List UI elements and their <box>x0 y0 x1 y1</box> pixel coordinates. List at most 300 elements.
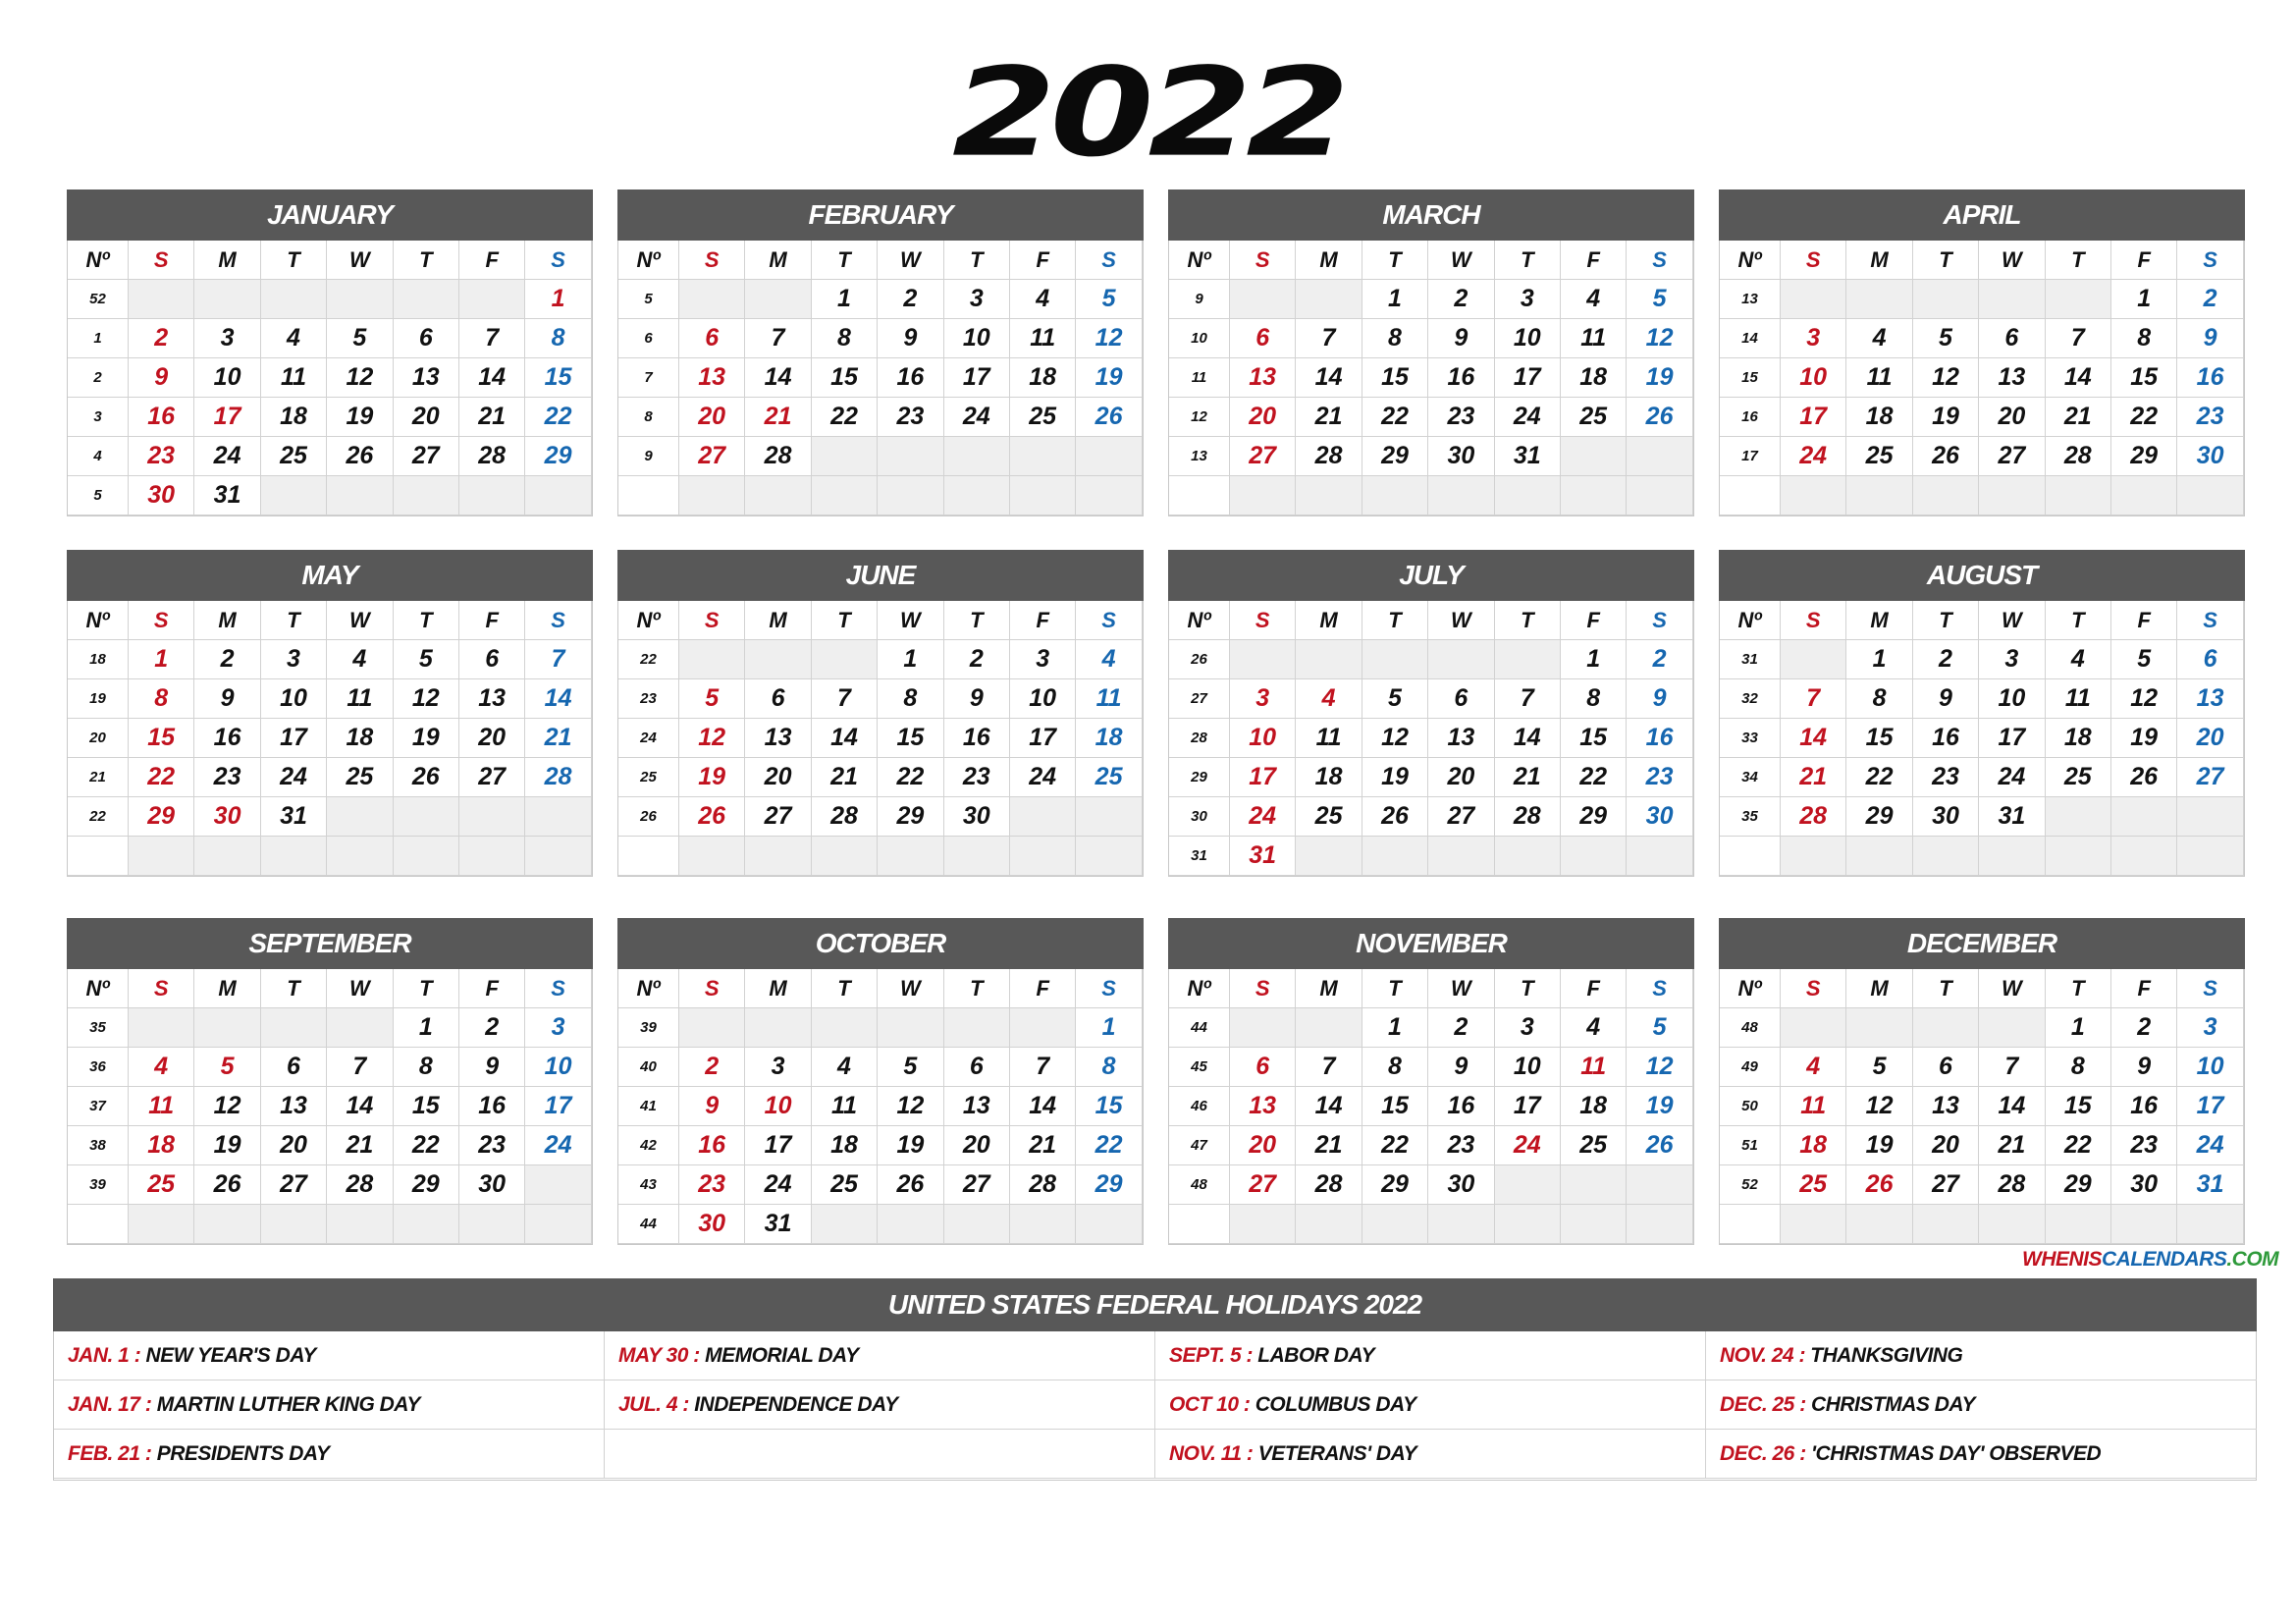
day-cell[interactable]: 30 <box>944 797 1010 837</box>
day-cell[interactable]: 27 <box>679 437 745 476</box>
day-cell[interactable]: 11 <box>1010 319 1076 358</box>
day-cell[interactable]: 25 <box>1561 398 1627 437</box>
day-cell[interactable]: 28 <box>812 797 878 837</box>
day-cell[interactable]: 13 <box>1979 358 2045 398</box>
day-cell[interactable]: 5 <box>2111 640 2177 679</box>
day-cell[interactable]: 2 <box>878 280 943 319</box>
day-cell[interactable]: 11 <box>1846 358 1912 398</box>
day-cell[interactable]: 30 <box>1913 797 1979 837</box>
day-cell[interactable]: 17 <box>1495 358 1561 398</box>
day-cell[interactable]: 7 <box>1781 679 1846 719</box>
day-cell[interactable]: 11 <box>129 1087 194 1126</box>
day-cell[interactable]: 20 <box>1428 758 1494 797</box>
day-cell[interactable]: 21 <box>1296 1126 1362 1165</box>
day-cell[interactable]: 23 <box>459 1126 525 1165</box>
day-cell[interactable]: 21 <box>1495 758 1561 797</box>
day-cell[interactable]: 12 <box>2111 679 2177 719</box>
day-cell[interactable]: 21 <box>745 398 811 437</box>
day-cell[interactable]: 18 <box>129 1126 194 1165</box>
brand-logo[interactable] <box>2022 1245 2279 1274</box>
day-cell[interactable]: 13 <box>1913 1087 1979 1126</box>
day-cell[interactable]: 9 <box>1913 679 1979 719</box>
day-cell[interactable]: 16 <box>1428 1087 1494 1126</box>
day-cell[interactable]: 24 <box>944 398 1010 437</box>
day-cell[interactable]: 31 <box>1495 437 1561 476</box>
day-cell[interactable]: 7 <box>812 679 878 719</box>
day-cell[interactable]: 29 <box>1362 437 1428 476</box>
day-cell[interactable]: 31 <box>1979 797 2045 837</box>
day-cell[interactable]: 31 <box>1230 837 1296 876</box>
day-cell[interactable]: 1 <box>1076 1008 1142 1048</box>
day-cell[interactable]: 6 <box>394 319 459 358</box>
day-cell[interactable]: 4 <box>261 319 327 358</box>
day-cell[interactable]: 8 <box>878 679 943 719</box>
day-cell[interactable]: 21 <box>1296 398 1362 437</box>
day-cell[interactable]: 18 <box>327 719 393 758</box>
day-cell[interactable]: 9 <box>878 319 943 358</box>
day-cell[interactable]: 14 <box>459 358 525 398</box>
day-cell[interactable]: 29 <box>2111 437 2177 476</box>
day-cell[interactable]: 3 <box>194 319 260 358</box>
day-cell[interactable]: 7 <box>525 640 591 679</box>
day-cell[interactable]: 21 <box>459 398 525 437</box>
day-cell[interactable]: 22 <box>2111 398 2177 437</box>
day-cell[interactable]: 8 <box>1076 1048 1142 1087</box>
day-cell[interactable]: 26 <box>1846 1165 1912 1205</box>
day-cell[interactable]: 22 <box>878 758 943 797</box>
day-cell[interactable]: 5 <box>1627 280 1692 319</box>
day-cell[interactable]: 11 <box>1076 679 1142 719</box>
day-cell[interactable]: 15 <box>1076 1087 1142 1126</box>
day-cell[interactable]: 17 <box>1781 398 1846 437</box>
day-cell[interactable]: 12 <box>1076 319 1142 358</box>
day-cell[interactable]: 29 <box>1076 1165 1142 1205</box>
day-cell[interactable]: 6 <box>459 640 525 679</box>
day-cell[interactable]: 26 <box>1627 1126 1692 1165</box>
day-cell[interactable]: 25 <box>261 437 327 476</box>
day-cell[interactable]: 5 <box>679 679 745 719</box>
day-cell[interactable]: 8 <box>1362 1048 1428 1087</box>
day-cell[interactable]: 14 <box>1010 1087 1076 1126</box>
day-cell[interactable]: 13 <box>1230 358 1296 398</box>
day-cell[interactable]: 23 <box>1913 758 1979 797</box>
day-cell[interactable]: 1 <box>878 640 943 679</box>
day-cell[interactable]: 26 <box>1627 398 1692 437</box>
day-cell[interactable]: 30 <box>1627 797 1692 837</box>
day-cell[interactable]: 1 <box>812 280 878 319</box>
day-cell[interactable]: 17 <box>944 358 1010 398</box>
day-cell[interactable]: 12 <box>1627 319 1692 358</box>
day-cell[interactable]: 19 <box>327 398 393 437</box>
day-cell[interactable]: 31 <box>745 1205 811 1244</box>
day-cell[interactable]: 29 <box>1561 797 1627 837</box>
day-cell[interactable]: 25 <box>1076 758 1142 797</box>
day-cell[interactable]: 10 <box>1495 319 1561 358</box>
day-cell[interactable]: 18 <box>812 1126 878 1165</box>
day-cell[interactable]: 2 <box>2111 1008 2177 1048</box>
day-cell[interactable]: 8 <box>1846 679 1912 719</box>
day-cell[interactable]: 4 <box>812 1048 878 1087</box>
day-cell[interactable]: 27 <box>1913 1165 1979 1205</box>
day-cell[interactable]: 24 <box>1230 797 1296 837</box>
day-cell[interactable]: 5 <box>1846 1048 1912 1087</box>
day-cell[interactable]: 19 <box>1627 1087 1692 1126</box>
day-cell[interactable]: 12 <box>1627 1048 1692 1087</box>
day-cell[interactable]: 27 <box>459 758 525 797</box>
day-cell[interactable]: 27 <box>1979 437 2045 476</box>
day-cell[interactable]: 23 <box>2177 398 2243 437</box>
day-cell[interactable]: 28 <box>1781 797 1846 837</box>
day-cell[interactable]: 22 <box>394 1126 459 1165</box>
day-cell[interactable]: 16 <box>1627 719 1692 758</box>
day-cell[interactable]: 2 <box>1428 1008 1494 1048</box>
day-cell[interactable]: 22 <box>1362 398 1428 437</box>
day-cell[interactable]: 5 <box>394 640 459 679</box>
day-cell[interactable]: 10 <box>745 1087 811 1126</box>
day-cell[interactable]: 7 <box>1979 1048 2045 1087</box>
day-cell[interactable]: 10 <box>1495 1048 1561 1087</box>
day-cell[interactable]: 1 <box>1561 640 1627 679</box>
day-cell[interactable]: 5 <box>1076 280 1142 319</box>
day-cell[interactable]: 8 <box>1362 319 1428 358</box>
day-cell[interactable]: 23 <box>1627 758 1692 797</box>
day-cell[interactable]: 21 <box>1781 758 1846 797</box>
day-cell[interactable]: 12 <box>1846 1087 1912 1126</box>
day-cell[interactable]: 14 <box>1979 1087 2045 1126</box>
day-cell[interactable]: 10 <box>194 358 260 398</box>
day-cell[interactable]: 7 <box>327 1048 393 1087</box>
day-cell[interactable]: 20 <box>745 758 811 797</box>
day-cell[interactable]: 3 <box>1495 280 1561 319</box>
day-cell[interactable]: 8 <box>2111 319 2177 358</box>
day-cell[interactable]: 18 <box>1010 358 1076 398</box>
day-cell[interactable]: 7 <box>1010 1048 1076 1087</box>
day-cell[interactable]: 19 <box>1913 398 1979 437</box>
day-cell[interactable]: 19 <box>394 719 459 758</box>
day-cell[interactable]: 25 <box>1296 797 1362 837</box>
day-cell[interactable]: 14 <box>2046 358 2111 398</box>
day-cell[interactable]: 12 <box>1913 358 1979 398</box>
day-cell[interactable]: 1 <box>1362 280 1428 319</box>
day-cell[interactable]: 29 <box>1846 797 1912 837</box>
day-cell[interactable]: 7 <box>1296 1048 1362 1087</box>
day-cell[interactable]: 10 <box>944 319 1010 358</box>
day-cell[interactable]: 1 <box>394 1008 459 1048</box>
day-cell[interactable]: 29 <box>878 797 943 837</box>
day-cell[interactable]: 6 <box>1913 1048 1979 1087</box>
day-cell[interactable]: 24 <box>1495 1126 1561 1165</box>
day-cell[interactable]: 28 <box>525 758 591 797</box>
day-cell[interactable]: 1 <box>1846 640 1912 679</box>
day-cell[interactable]: 8 <box>1561 679 1627 719</box>
day-cell[interactable]: 1 <box>2111 280 2177 319</box>
day-cell[interactable]: 15 <box>2111 358 2177 398</box>
day-cell[interactable]: 20 <box>261 1126 327 1165</box>
day-cell[interactable]: 9 <box>2177 319 2243 358</box>
day-cell[interactable]: 29 <box>394 1165 459 1205</box>
day-cell[interactable]: 16 <box>129 398 194 437</box>
day-cell[interactable]: 29 <box>129 797 194 837</box>
day-cell[interactable]: 22 <box>129 758 194 797</box>
day-cell[interactable]: 20 <box>394 398 459 437</box>
day-cell[interactable]: 20 <box>1230 1126 1296 1165</box>
day-cell[interactable]: 9 <box>459 1048 525 1087</box>
day-cell[interactable]: 16 <box>2111 1087 2177 1126</box>
day-cell[interactable]: 7 <box>2046 319 2111 358</box>
day-cell[interactable]: 28 <box>745 437 811 476</box>
day-cell[interactable]: 3 <box>2177 1008 2243 1048</box>
day-cell[interactable]: 4 <box>327 640 393 679</box>
day-cell[interactable]: 21 <box>812 758 878 797</box>
day-cell[interactable]: 18 <box>1561 1087 1627 1126</box>
day-cell[interactable]: 26 <box>679 797 745 837</box>
day-cell[interactable]: 15 <box>812 358 878 398</box>
day-cell[interactable]: 21 <box>2046 398 2111 437</box>
day-cell[interactable]: 19 <box>2111 719 2177 758</box>
day-cell[interactable]: 22 <box>812 398 878 437</box>
day-cell[interactable]: 12 <box>327 358 393 398</box>
day-cell[interactable]: 17 <box>194 398 260 437</box>
day-cell[interactable]: 11 <box>2046 679 2111 719</box>
day-cell[interactable]: 24 <box>194 437 260 476</box>
day-cell[interactable]: 26 <box>1362 797 1428 837</box>
day-cell[interactable]: 27 <box>261 1165 327 1205</box>
day-cell[interactable]: 21 <box>327 1126 393 1165</box>
day-cell[interactable]: 2 <box>129 319 194 358</box>
day-cell[interactable]: 13 <box>1230 1087 1296 1126</box>
day-cell[interactable]: 6 <box>1979 319 2045 358</box>
day-cell[interactable]: 5 <box>194 1048 260 1087</box>
day-cell[interactable]: 10 <box>1781 358 1846 398</box>
day-cell[interactable]: 2 <box>459 1008 525 1048</box>
day-cell[interactable]: 5 <box>1913 319 1979 358</box>
day-cell[interactable]: 1 <box>129 640 194 679</box>
day-cell[interactable]: 11 <box>1296 719 1362 758</box>
day-cell[interactable]: 28 <box>1296 1165 1362 1205</box>
day-cell[interactable]: 30 <box>1428 437 1494 476</box>
day-cell[interactable]: 14 <box>1296 1087 1362 1126</box>
day-cell[interactable]: 4 <box>1076 640 1142 679</box>
day-cell[interactable]: 25 <box>812 1165 878 1205</box>
day-cell[interactable]: 11 <box>812 1087 878 1126</box>
day-cell[interactable]: 23 <box>1428 1126 1494 1165</box>
day-cell[interactable]: 10 <box>1010 679 1076 719</box>
day-cell[interactable]: 11 <box>1781 1087 1846 1126</box>
day-cell[interactable]: 4 <box>1296 679 1362 719</box>
day-cell[interactable]: 15 <box>1561 719 1627 758</box>
day-cell[interactable]: 18 <box>1846 398 1912 437</box>
day-cell[interactable]: 23 <box>129 437 194 476</box>
day-cell[interactable]: 17 <box>1230 758 1296 797</box>
day-cell[interactable]: 15 <box>525 358 591 398</box>
day-cell[interactable]: 26 <box>194 1165 260 1205</box>
day-cell[interactable]: 6 <box>2177 640 2243 679</box>
day-cell[interactable]: 18 <box>1781 1126 1846 1165</box>
day-cell[interactable]: 22 <box>1362 1126 1428 1165</box>
day-cell[interactable]: 19 <box>1362 758 1428 797</box>
day-cell[interactable]: 20 <box>944 1126 1010 1165</box>
day-cell[interactable]: 13 <box>394 358 459 398</box>
day-cell[interactable]: 23 <box>679 1165 745 1205</box>
day-cell[interactable]: 29 <box>2046 1165 2111 1205</box>
day-cell[interactable]: 5 <box>878 1048 943 1087</box>
day-cell[interactable]: 30 <box>129 476 194 515</box>
day-cell[interactable]: 4 <box>1561 1008 1627 1048</box>
day-cell[interactable]: 23 <box>878 398 943 437</box>
day-cell[interactable]: 8 <box>525 319 591 358</box>
day-cell[interactable]: 28 <box>2046 437 2111 476</box>
day-cell[interactable]: 12 <box>679 719 745 758</box>
day-cell[interactable]: 18 <box>261 398 327 437</box>
day-cell[interactable]: 7 <box>1296 319 1362 358</box>
day-cell[interactable]: 5 <box>327 319 393 358</box>
day-cell[interactable]: 2 <box>194 640 260 679</box>
day-cell[interactable]: 10 <box>261 679 327 719</box>
day-cell[interactable]: 3 <box>745 1048 811 1087</box>
day-cell[interactable]: 9 <box>679 1087 745 1126</box>
day-cell[interactable]: 3 <box>944 280 1010 319</box>
day-cell[interactable]: 13 <box>261 1087 327 1126</box>
day-cell[interactable]: 23 <box>2111 1126 2177 1165</box>
day-cell[interactable]: 24 <box>1979 758 2045 797</box>
day-cell[interactable]: 22 <box>2046 1126 2111 1165</box>
day-cell[interactable]: 12 <box>1362 719 1428 758</box>
day-cell[interactable]: 23 <box>944 758 1010 797</box>
day-cell[interactable]: 27 <box>745 797 811 837</box>
day-cell[interactable]: 18 <box>1076 719 1142 758</box>
day-cell[interactable]: 2 <box>1428 280 1494 319</box>
day-cell[interactable]: 7 <box>1495 679 1561 719</box>
day-cell[interactable]: 7 <box>459 319 525 358</box>
day-cell[interactable]: 26 <box>394 758 459 797</box>
day-cell[interactable]: 13 <box>459 679 525 719</box>
day-cell[interactable]: 22 <box>1076 1126 1142 1165</box>
day-cell[interactable]: 3 <box>1495 1008 1561 1048</box>
day-cell[interactable]: 17 <box>745 1126 811 1165</box>
day-cell[interactable]: 31 <box>194 476 260 515</box>
day-cell[interactable]: 11 <box>1561 1048 1627 1087</box>
day-cell[interactable]: 8 <box>2046 1048 2111 1087</box>
day-cell[interactable]: 20 <box>1913 1126 1979 1165</box>
day-cell[interactable]: 19 <box>194 1126 260 1165</box>
day-cell[interactable]: 2 <box>944 640 1010 679</box>
day-cell[interactable]: 3 <box>261 640 327 679</box>
day-cell[interactable]: 6 <box>944 1048 1010 1087</box>
day-cell[interactable]: 1 <box>1362 1008 1428 1048</box>
day-cell[interactable]: 22 <box>1561 758 1627 797</box>
day-cell[interactable]: 3 <box>1230 679 1296 719</box>
day-cell[interactable]: 17 <box>2177 1087 2243 1126</box>
day-cell[interactable]: 30 <box>1428 1165 1494 1205</box>
day-cell[interactable]: 9 <box>1428 1048 1494 1087</box>
day-cell[interactable]: 20 <box>2177 719 2243 758</box>
day-cell[interactable]: 16 <box>2177 358 2243 398</box>
day-cell[interactable]: 15 <box>1846 719 1912 758</box>
day-cell[interactable]: 11 <box>1561 319 1627 358</box>
day-cell[interactable]: 10 <box>1230 719 1296 758</box>
day-cell[interactable]: 22 <box>525 398 591 437</box>
day-cell[interactable]: 25 <box>1561 1126 1627 1165</box>
day-cell[interactable]: 15 <box>1362 1087 1428 1126</box>
day-cell[interactable]: 4 <box>1846 319 1912 358</box>
day-cell[interactable]: 25 <box>2046 758 2111 797</box>
day-cell[interactable]: 30 <box>2177 437 2243 476</box>
day-cell[interactable]: 31 <box>2177 1165 2243 1205</box>
day-cell[interactable]: 10 <box>1979 679 2045 719</box>
day-cell[interactable]: 13 <box>944 1087 1010 1126</box>
day-cell[interactable]: 18 <box>1296 758 1362 797</box>
day-cell[interactable]: 6 <box>745 679 811 719</box>
day-cell[interactable]: 17 <box>525 1087 591 1126</box>
day-cell[interactable]: 13 <box>679 358 745 398</box>
day-cell[interactable]: 16 <box>1428 358 1494 398</box>
day-cell[interactable]: 19 <box>1846 1126 1912 1165</box>
day-cell[interactable]: 30 <box>679 1205 745 1244</box>
day-cell[interactable]: 14 <box>745 358 811 398</box>
day-cell[interactable]: 9 <box>194 679 260 719</box>
day-cell[interactable]: 16 <box>878 358 943 398</box>
day-cell[interactable]: 6 <box>261 1048 327 1087</box>
day-cell[interactable]: 17 <box>261 719 327 758</box>
day-cell[interactable]: 26 <box>1913 437 1979 476</box>
day-cell[interactable]: 5 <box>1362 679 1428 719</box>
day-cell[interactable]: 14 <box>1296 358 1362 398</box>
day-cell[interactable]: 31 <box>261 797 327 837</box>
day-cell[interactable]: 3 <box>1979 640 2045 679</box>
day-cell[interactable]: 12 <box>394 679 459 719</box>
day-cell[interactable]: 23 <box>1428 398 1494 437</box>
day-cell[interactable]: 27 <box>1428 797 1494 837</box>
day-cell[interactable]: 16 <box>944 719 1010 758</box>
day-cell[interactable]: 19 <box>1076 358 1142 398</box>
day-cell[interactable]: 24 <box>1781 437 1846 476</box>
day-cell[interactable]: 4 <box>1561 280 1627 319</box>
day-cell[interactable]: 19 <box>1627 358 1692 398</box>
day-cell[interactable]: 17 <box>1979 719 2045 758</box>
day-cell[interactable]: 18 <box>2046 719 2111 758</box>
day-cell[interactable]: 30 <box>2111 1165 2177 1205</box>
day-cell[interactable]: 4 <box>2046 640 2111 679</box>
day-cell[interactable]: 7 <box>745 319 811 358</box>
day-cell[interactable]: 27 <box>2177 758 2243 797</box>
day-cell[interactable]: 4 <box>1010 280 1076 319</box>
day-cell[interactable]: 16 <box>679 1126 745 1165</box>
day-cell[interactable]: 11 <box>261 358 327 398</box>
day-cell[interactable]: 26 <box>327 437 393 476</box>
day-cell[interactable]: 9 <box>1428 319 1494 358</box>
day-cell[interactable]: 27 <box>1230 1165 1296 1205</box>
day-cell[interactable]: 20 <box>459 719 525 758</box>
day-cell[interactable]: 15 <box>878 719 943 758</box>
day-cell[interactable]: 20 <box>679 398 745 437</box>
day-cell[interactable]: 4 <box>129 1048 194 1087</box>
day-cell[interactable]: 19 <box>878 1126 943 1165</box>
day-cell[interactable]: 28 <box>327 1165 393 1205</box>
day-cell[interactable]: 26 <box>1076 398 1142 437</box>
day-cell[interactable]: 14 <box>1781 719 1846 758</box>
day-cell[interactable]: 25 <box>327 758 393 797</box>
day-cell[interactable]: 9 <box>129 358 194 398</box>
day-cell[interactable]: 28 <box>1495 797 1561 837</box>
day-cell[interactable]: 15 <box>394 1087 459 1126</box>
day-cell[interactable]: 24 <box>525 1126 591 1165</box>
day-cell[interactable]: 14 <box>1495 719 1561 758</box>
day-cell[interactable]: 21 <box>525 719 591 758</box>
day-cell[interactable]: 1 <box>525 280 591 319</box>
day-cell[interactable]: 2 <box>1913 640 1979 679</box>
day-cell[interactable]: 30 <box>459 1165 525 1205</box>
day-cell[interactable]: 30 <box>194 797 260 837</box>
